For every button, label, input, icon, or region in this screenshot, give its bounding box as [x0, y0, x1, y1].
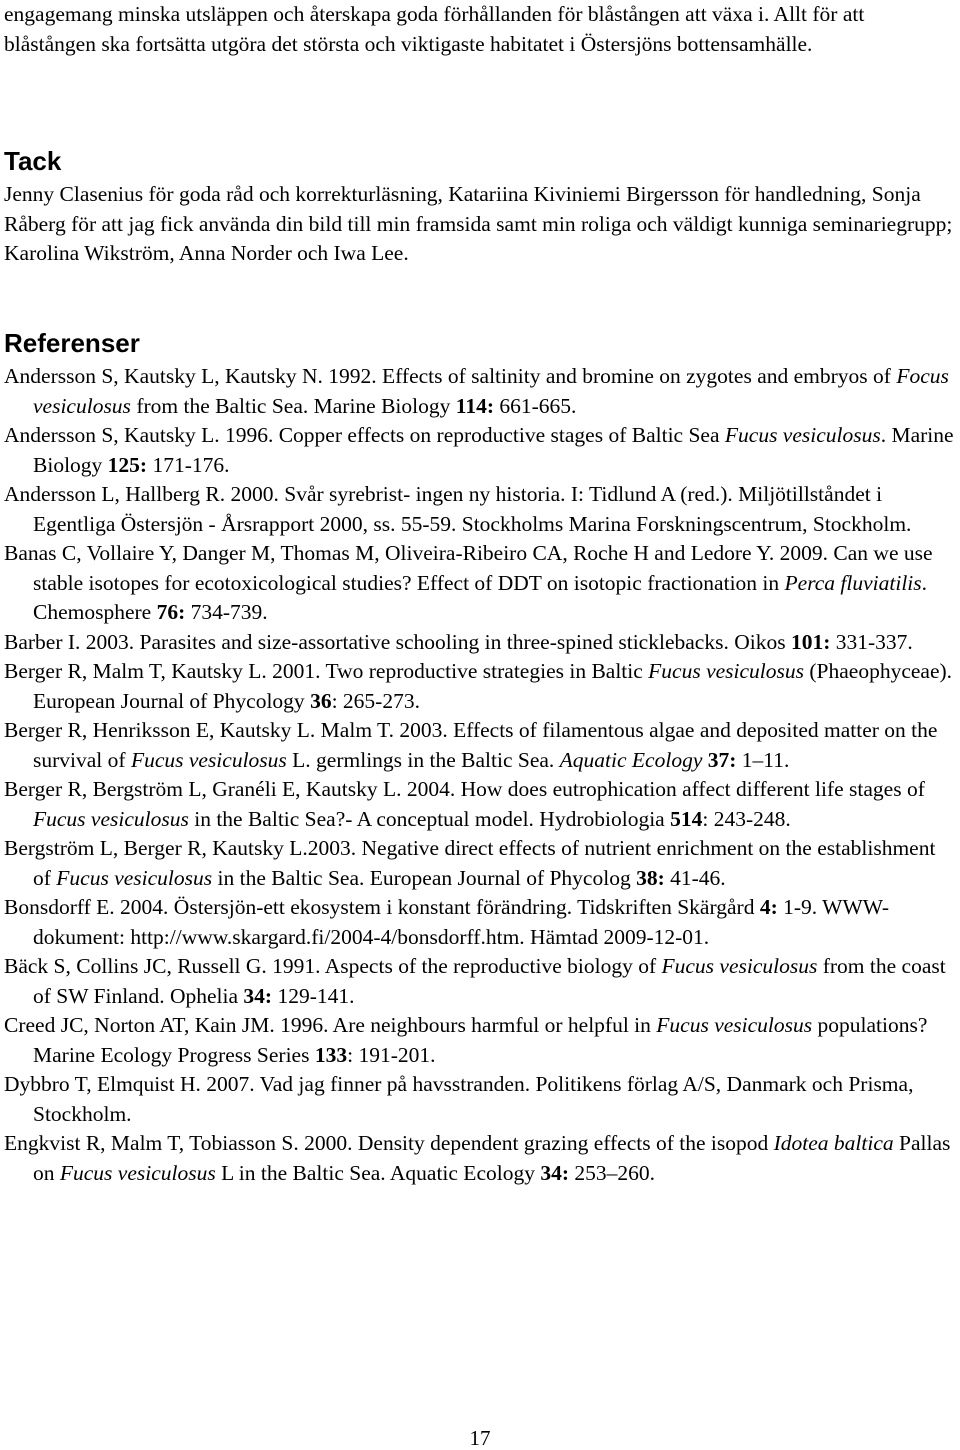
intro-paragraph: engagemang minska utsläppen och återskapa goda förhållanden för blåstången att växa i. Allt för att blåstången ska fortsätta utgöra det största och viktigaste habitatet i Östersjöns bottensamhälle. [4, 2, 865, 56]
reference-entry: Dybbro T, Elmquist H. 2007. Vad jag finner på havsstranden. Politikens förlag A/S, Danmark och Prisma, Stockholm. [4, 1072, 914, 1126]
tack-heading: Tack [4, 146, 62, 176]
reference-entry: Andersson S, Kautsky L. 1996. Copper effects on reproductive stages of Baltic Sea Fucus vesiculosus. Marine Biology 125: 171-176. [4, 423, 954, 477]
reference-entry: Engkvist R, Malm T, Tobiasson S. 2000. Density dependent grazing effects of the isopod Idotea baltica Pallas on Fucus vesiculosus L in the Baltic Sea. Aquatic Ecology 34: 253–260. [4, 1131, 951, 1185]
reference-entry: Andersson L, Hallberg R. 2000. Svår syrebrist- ingen ny historia. I: Tidlund A (red.). Miljötillståndet i Egentliga Östersjön - Årsrapport 2000, ss. 55-59. Stockholms Marina Forskningscentrum, Stockholm. [4, 482, 912, 536]
reference-entry: Bonsdorff E. 2004. Östersjön-ett ekosystem i konstant förändring. Tidskriften Skärgård 4: 1-9. WWW-dokument: http://www.skargard.fi/2004-4/bonsdorff.htm. Hämtad 2009-12-01. [4, 895, 889, 949]
reference-entry: Barber I. 2003. Parasites and size-assortative schooling in three-spined sticklebacks. Oikos 101: 331-337. [4, 629, 913, 654]
reference-list [4, 362, 958, 1188]
references-heading: Referenser [4, 328, 140, 358]
reference-entry: Andersson S, Kautsky L, Kautsky N. 1992. Effects of saltinity and bromine on zygotes and embryos of Focus vesiculosus from the Baltic Sea. Marine Biology 114: 661-665. [4, 364, 949, 418]
tack-paragraph: Jenny Clasenius för goda råd och korrekturläsning, Katariina Kiviniemi Birgersson för handledning, Sonja Råberg för att jag fick använda din bild till min framsida samt min roliga och väldigt kunniga seminariegrupp; Karolina Wikström, Anna Norder och Iwa Lee. [4, 182, 953, 265]
reference-entry: Berger R, Bergström L, Granéli E, Kautsky L. 2004. How does eutrophication affect different life stages of Fucus vesiculosus in the Baltic Sea?- A conceptual model. Hydrobiologia 514: 243-248. [4, 777, 925, 831]
reference-entry: Berger R, Malm T, Kautsky L. 2001. Two reproductive strategies in Baltic Fucus vesiculosus (Phaeophyceae). European Journal of Phycology 36: 265-273. [4, 659, 953, 713]
reference-entry: Berger R, Henriksson E, Kautsky L. Malm T. 2003. Effects of filamentous algae and deposited matter on the survival of Fucus vesiculosus L. germlings in the Baltic Sea. Aquatic Ecology 37: 1–11. [4, 718, 938, 772]
reference-entry: Banas C, Vollaire Y, Danger M, Thomas M, Oliveira-Ribeiro CA, Roche H and Ledore Y. 2009. Can we use stable isotopes for ecotoxicological studies? Effect of DDT on isotopic fractionation in Perca fluviatilis. Chemosphere 76: 734-739. [4, 541, 933, 624]
reference-entry: Bergström L, Berger R, Kautsky L.2003. Negative direct effects of nutrient enrichment on the establishment of Fucus vesiculosus in the Baltic Sea. European Journal of Phycolog 38: 41-46. [4, 836, 936, 890]
reference-entry: Bäck S, Collins JC, Russell G. 1991. Aspects of the reproductive biology of Fucus vesiculosus from the coast of SW Finland. Ophelia 34: 129-141. [4, 954, 946, 1008]
reference-entry: Creed JC, Norton AT, Kain JM. 1996. Are neighbours harmful or helpful in Fucus vesiculosus populations? Marine Ecology Progress Series 133: 191-201. [4, 1013, 928, 1067]
page-number: 17 [469, 1426, 491, 1450]
